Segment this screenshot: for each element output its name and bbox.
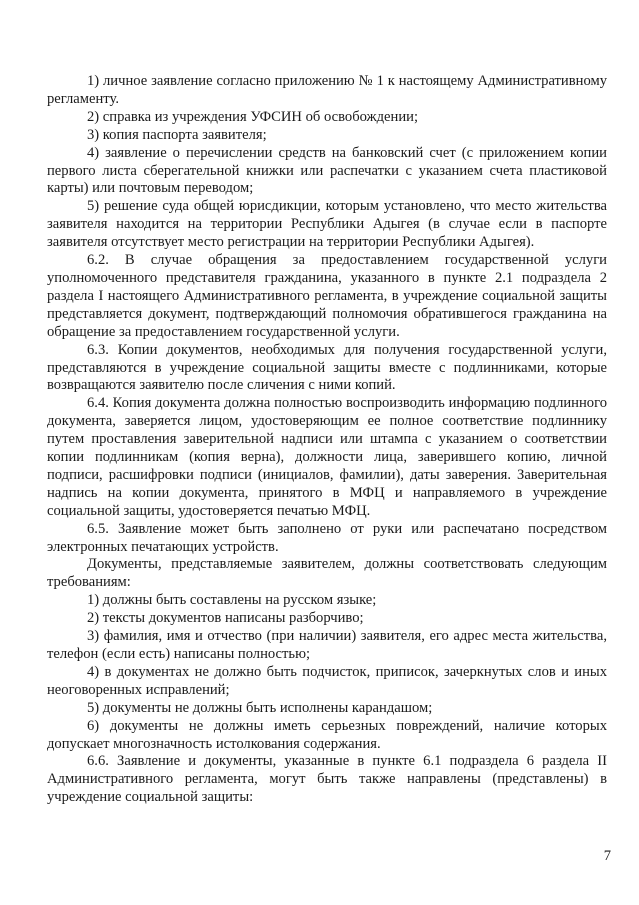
requirement-full-name-address: 3) фамилия, имя и отчество (при наличии) заявителя, его адрес места жительства, телефон (если есть) написаны полностью; <box>47 628 607 662</box>
list-item-ufsin-certificate: 2) справка из учреждения УФСИН об освобождении; <box>87 108 419 125</box>
clause-6-4: 6.4. Копия документа должна полностью воспроизводить информацию подлинного документа, заверяется лицом, удостоверяющим ее полное соответствие подлиннику путем проставления заверительной надписи или штампа с указанием о соответствии копии подлинникам (копия верна), должности лица, заверившего копию, личной подписи, расшифровки подписи (инициалов, фамилии), даты заверения. Заверительная надпись на копии документа, принятого в МФЦ и направляемого в учреждение социальной защиты, удостоверяется печатью МФЦ. <box>47 395 607 519</box>
list-item-bank-transfer-statement: 4) заявление о перечислении средств на банковский счет (с приложением копии первого листа сберегательной книжки или распечатки с указанием счета пластиковой карты) или почтовым переводом; <box>47 144 607 197</box>
requirement-no-pencil: 5) документы не должны быть исполнены карандашом; <box>87 699 433 716</box>
clause-6-6: 6.6. Заявление и документы, указанные в пункте 6.1 подраздела 6 раздела II Административного регламента, могут быть также направлены (представлены) в учреждение социальной защиты: <box>47 753 607 806</box>
list-item-court-decision: 5) решение суда общей юрисдикции, которым установлено, что место жительства заявителя находится на территории Республики Адыгея (в случае если в паспорте заявителя отсутствует место регистрации на территории Республики Адыгея). <box>47 198 607 251</box>
page-number: 7 <box>603 848 611 864</box>
clause-6-5: 6.5. Заявление может быть заполнено от руки или распечатано посредством электронных печатающих устройств. <box>47 520 607 555</box>
list-item-application: 1) личное заявление согласно приложению № 1 к настоящему Административному регламенту. <box>47 73 607 107</box>
requirements-intro: Документы, представляемые заявителем, должны соответствовать следующим требованиям: <box>47 556 607 591</box>
list-item-passport-copy: 3) копия паспорта заявителя; <box>87 126 267 143</box>
document-body <box>47 73 607 807</box>
clause-6-3: 6.3. Копии документов, необходимых для получения государственной услуги, представляются в учреждение социальной защиты вместе с подлинниками, которые возвращаются заявителю после сличения с ними копий. <box>47 341 607 394</box>
requirement-legible-text: 2) тексты документов написаны разборчиво; <box>87 610 364 627</box>
requirement-no-damage: 6) документы не должны иметь серьезных повреждений, наличие которых допускает многозначность истолкования содержания. <box>47 717 607 752</box>
requirement-no-corrections: 4) в документах не должно быть подчисток, приписок, зачеркнутых слов и иных неоговоренных исправлений; <box>47 663 607 698</box>
clause-6-2: 6.2. В случае обращения за предоставлением государственной услуги уполномоченного представителя гражданина, указанного в пункте 2.1 подраздела 2 раздела I настоящего Административного регламента, в учреждение социальной защиты представляется документ, подтверждающий полномочия обратившегося гражданина на обращение за предоставлением государственной услуги. <box>47 252 607 340</box>
requirement-russian-language: 1) должны быть составлены на русском языке; <box>87 592 377 609</box>
